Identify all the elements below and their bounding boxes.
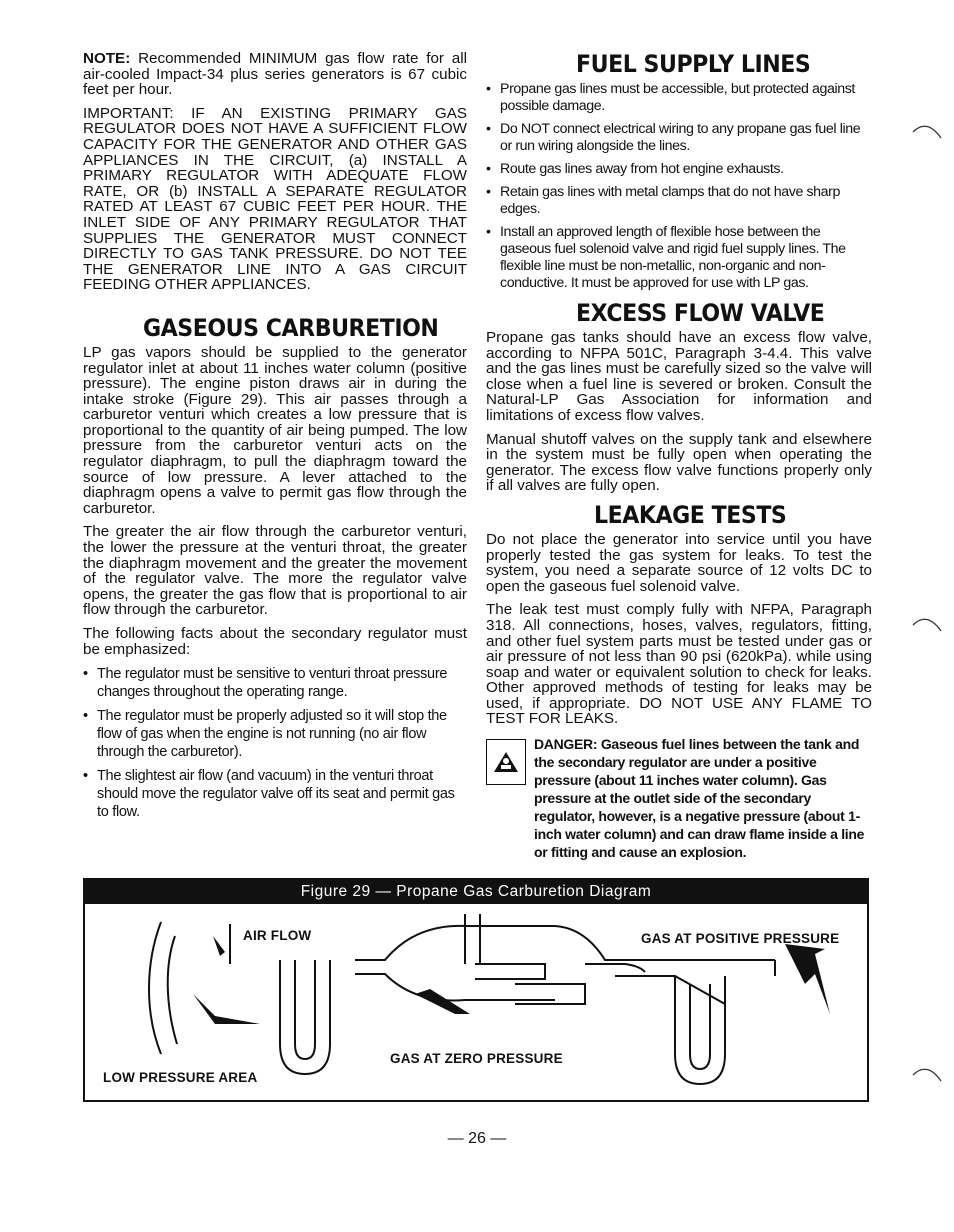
label-low-pressure-area: LOW PRESSURE AREA [103, 1070, 258, 1085]
note-label: NOTE: [83, 50, 131, 67]
list-item: • The regulator must be properly adjusted so it will stop the flow of gas when the engine is not running (no air flow through the carburetor). [83, 707, 467, 761]
leak-paragraph-1: Do not place the generator into service until you have properly tested the gas system for leaks. To test the system, you need a separate source of 12 volts DC to open the gaseous fuel solenoid valve. [486, 530, 872, 595]
important-paragraph: IMPORTANT: IF AN EXISTING PRIMARY GAS REGULATOR DOES NOT HAVE A SUFFICIENT FLOW CAPACITY FOR THE GENERATOR AND OTHER GAS APPLIANCES IN THE CIRCUIT, (a) INSTALL A PRIMARY REGULATOR WITH ADEQUATE FLOW RATE, OR (b) INSTALL A SEPARATE REGULATOR RATED AT LEAST 67 CUBIC FEET PER HOUR. THE INLET SIDE OF ANY PRIMARY REGULATOR THAT SUPPLIES THE GENERATOR MUST CONNECT DIRECTLY TO GAS TANK PRESSURE. DO NOT TEE THE GENERATOR LINE INTO A GAS CIRCUIT FEEDING OTHER APPLIANCES. [83, 104, 467, 294]
list-item: • The slightest air flow (and vacuum) in the venturi throat should move the regulator valve off its seat and permit gas to flow. [83, 767, 467, 821]
carburetion-paragraph-2: The greater the air flow through the carburetor venturi, the lower the pressure at the venturi throat, the greater the diaphragm movement and the greater the movement of the regulator valve. The more the regulator valve opens, the greater the gas flow that is proportional to air flow through the carburetor. [83, 523, 467, 619]
figure-title: Figure 29 — Propane Gas Carburetion Diagram [85, 880, 867, 904]
label-gas-zero-pressure: GAS AT ZERO PRESSURE [390, 1051, 563, 1066]
page-number: — 26 — [447, 1130, 507, 1147]
binding-marks [905, 120, 945, 1160]
left-column [83, 51, 467, 827]
label-gas-positive-pressure: GAS AT POSITIVE PRESSURE [641, 931, 840, 946]
list-item: • Retain gas lines with metal clamps that do not have sharp edges. [486, 184, 872, 218]
carburetion-paragraph-3: The following facts about the secondary regulator must be emphasized: [83, 625, 467, 658]
leak-paragraph-2: The leak test must comply fully with NFPA, Paragraph 318. All connections, hoses, valves, regulators, fitting, and other fuel system parts must be tested under gas or air pressure of not less than 90 psi (620kPa). while using soap and water or equivalent solution to check for leaks. Other approved methods of testing for leaks may be used, if appropriate. DO NOT USE ANY FLAME TO TEST FOR LEAKS. [486, 601, 872, 728]
carburetion-paragraph-1: LP gas vapors should be supplied to the generator regulator inlet at about 11 inches water column (positive pressure). The engine piston draws air in during the intake stroke (Figure 29). This air passes through a carburetor venturi which creates a low pressure that is proportional to the quantity of air being pumped. The low pressure from the carburetor venturi acts on the regulator diaphragm, to pull the diaphragm toward the source of low pressure. A lever attached to the diaphragm opens a valve to permit gas flow through the carburetor. [83, 343, 467, 517]
warning-triangle-icon [486, 739, 526, 785]
excess-paragraph-2: Manual shutoff valves on the supply tank and elsewhere in the system must be fully open when operating the generator. The excess flow valve functions properly only if all valves are fully open. [486, 430, 872, 495]
heading-excess-flow-valve: EXCESS FLOW VALVE [576, 299, 825, 327]
label-air-flow: AIR FLOW [243, 928, 312, 943]
list-item: • Do NOT connect electrical wiring to any propane gas fuel line or run wiring alongside the lines. [486, 121, 872, 155]
figure-29 [83, 878, 869, 1102]
excess-paragraph-1: Propane gas tanks should have an excess flow valve, according to NFPA 501C, Paragraph 3-4.4. This valve and the gas lines must be carefully sized so the valve will close when a fuel line is severed or broken. Consult the Natural-LP Gas Association for information and limitations of excess flow valves. [486, 329, 872, 424]
note-paragraph [83, 51, 467, 98]
regulator-facts-list [83, 665, 467, 821]
note-text: Recommended MINIMUM gas flow rate for all air-cooled Impact-34 plus series generators is 67 cubic feet per hour. [83, 50, 467, 99]
heading-fuel-supply-lines: FUEL SUPPLY LINES [576, 50, 811, 78]
list-item: • Route gas lines away from hot engine exhausts. [486, 161, 872, 178]
list-item: • The regulator must be sensitive to venturi throat pressure changes throughout the operating range. [83, 665, 467, 701]
fuel-supply-list [486, 81, 872, 292]
danger-text: DANGER: Gaseous fuel lines between the tank and the secondary regulator are under a positive pressure (about 11 inches water column). Gas pressure at the outlet side of the secondary regulator, however, is a negative pressure (about 1-inch water column) and can draw flame inside a line or fitting and cause an explosion. [534, 736, 865, 861]
right-column [486, 51, 872, 861]
heading-leakage-tests: LEAKAGE TESTS [594, 500, 787, 529]
danger-notice [486, 735, 872, 861]
heading-gaseous-carburetion: GASEOUS CARBURETION [143, 313, 439, 342]
list-item: • Propane gas lines must be accessible, but protected against possible damage. [486, 81, 872, 115]
list-item: • Install an approved length of flexible hose between the gaseous fuel solenoid valve and rigid fuel supply lines. The flexible line must be non-metallic, non-organic and non-conductive. It must be approved for use with LP gas. [486, 224, 872, 292]
